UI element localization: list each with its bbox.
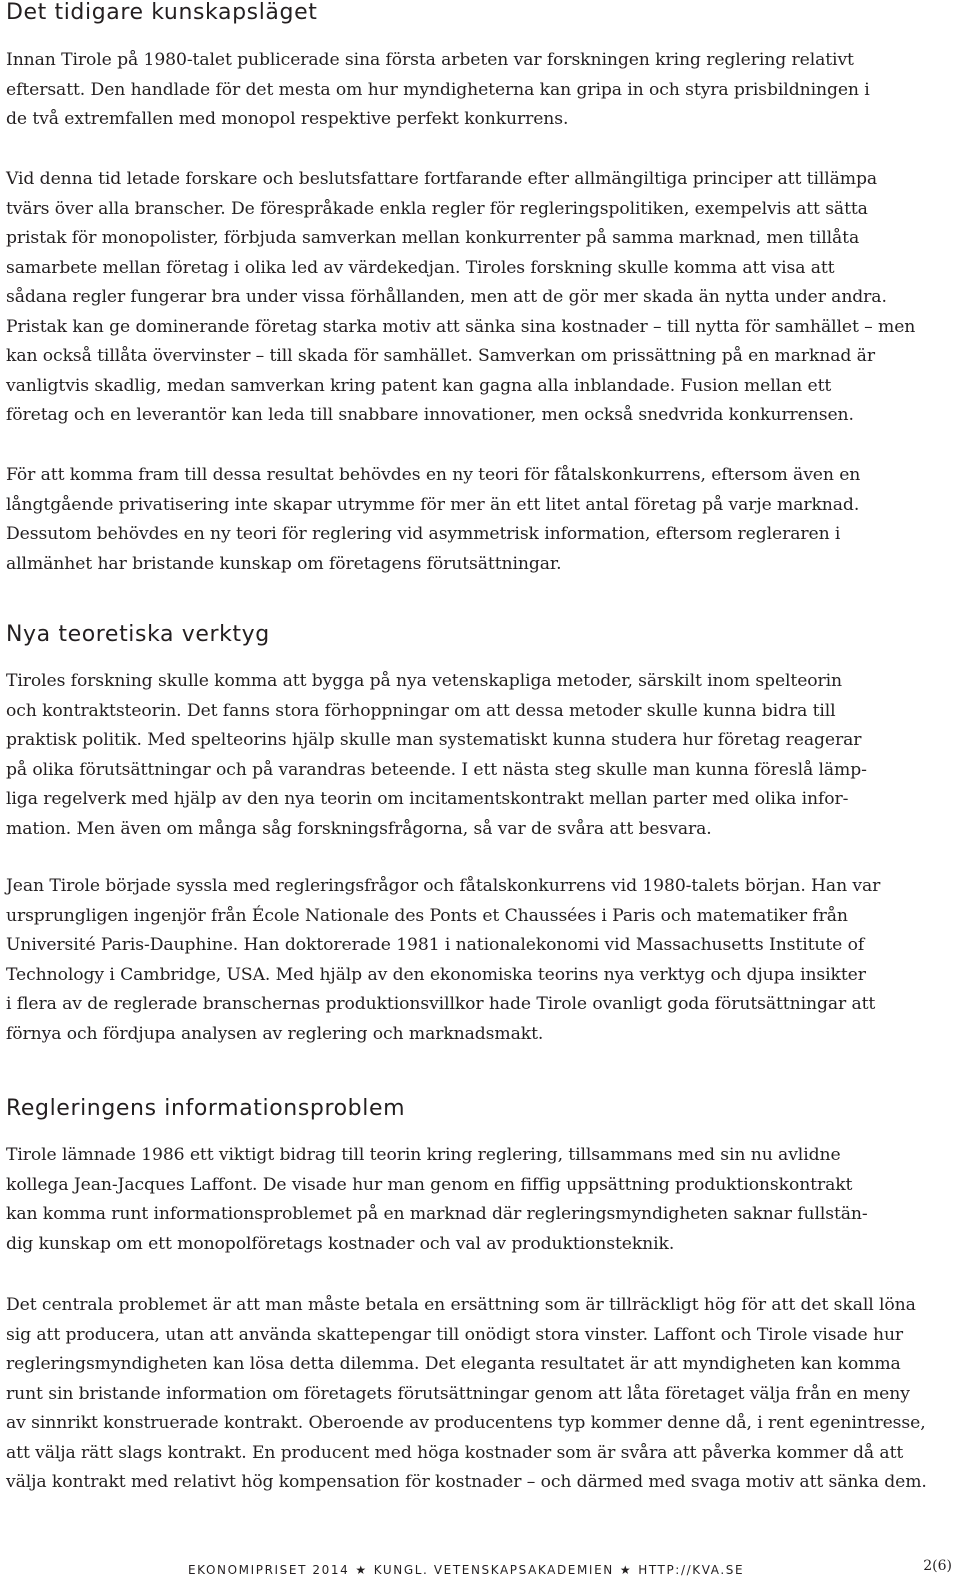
text-line: Jean Tirole började syssla med regleringsfrågor och fåtalskonkurrens vid 1980-talets början. Han var [6,876,881,896]
page-footer [188,1563,744,1577]
page-number: 2(6) [923,1558,952,1574]
text-line: pristak för monopolister, förbjuda samverkan mellan konkurrenter på samma marknad, men tillåta [6,228,860,248]
text-line: liga regelverk med hjälp av den nya teorin om incitamentskontrakt mellan parter med olika infor- [6,789,849,809]
section-heading-kunskapslaget: Det tidigare kunskapsläget [6,0,318,25]
text-line: sådana regler fungerar bra under vissa förhållanden, men att de gör mer skada än nytta under andra. [6,287,887,307]
paragraph-7 [6,1291,926,1498]
text-line: och kontraktsteorin. Det fanns stora förhoppningar om att dessa metoder skulle kunna bidra till [6,700,836,721]
text-line: Vid denna tid letade forskare och beslutsfattare fortfarande efter allmängiltiga principer att tillämpa [6,169,878,189]
footer-prize-name: EKONOMIPRISET 2014 [188,1563,350,1577]
text-line: Technology i Cambridge, USA. Med hjälp av den ekonomiska teorins nya verktyg och djupa insikter [6,964,866,985]
text-line: ursprungligen ingenjör från École Nationale des Ponts et Chaussées i Paris och matematiker från [6,905,848,926]
text-line: av sinnrikt konstruerade kontrakt. Oberoende av producentens typ kommer denne då, i rent egenintresse, [6,1413,926,1433]
text-line: Tiroles forskning skulle komma att bygga på nya vetenskapliga metoder, särskilt inom spelteorin [6,671,843,691]
text-line: För att komma fram till dessa resultat behövdes en ny teori för fåtalskonkurrens, eftersom även en [6,465,861,485]
section-heading-informationsproblem: Regleringens informationsproblem [6,1096,406,1121]
text-line: kollega Jean-Jacques Laffont. De visade hur man genom en fiffig uppsättning produktionskontrakt [6,1174,853,1195]
text-line: allmänhet har bristande kunskap om företagens förutsättningar. [6,553,562,574]
text-line: välja kontrakt med relativt hög kompensation för kostnader – och därmed med svaga motiv att sänka dem. [6,1472,927,1492]
paragraph-4 [6,667,926,844]
text-line: Det centrala problemet är att man måste betala en ersättning som är tillräckligt hög för att det skall löna [6,1295,916,1315]
text-line: företag och en leverantör kan leda till snabbare innovationer, men också snedvrida konkurrensen. [6,405,854,425]
paragraph-2 [6,165,926,431]
footer-website-link[interactable]: HTTP://KVA.SE [638,1563,745,1577]
paragraph-1 [6,46,926,135]
text-line: mation. Men även om många såg forskningsfrågorna, så var de svåra att besvara. [6,818,712,839]
text-line: Tirole lämnade 1986 ett viktigt bidrag till teorin kring reglering, tillsammans med sin nu avlidne [6,1145,841,1165]
text-line: Innan Tirole på 1980-talet publicerade sina första arbeten var forskningen kring reglering relativt [6,50,854,70]
text-line: kan också tillåta övervinster – till skada för samhället. Samverkan om prissättning på en marknad är [6,346,875,366]
text-line: tvärs över alla branscher. De förespråkade enkla regler för regleringspolitiken, exempelvis att sätta [6,198,868,219]
text-line: Pristak kan ge dominerande företag starka motiv att sänka sina kostnader – till nytta för samhället – men [6,316,916,337]
text-line: Dessutom behövdes en ny teori för reglering vid asymmetrisk information, eftersom regleraren i [6,524,841,544]
text-line: sig att producera, utan att använda skattepengar till onödigt stora vinster. Laffont och Tirole visade hur [6,1324,904,1345]
text-line: förnya och fördjupa analysen av reglering och marknadsmakt. [6,1023,544,1044]
footer-academy-name: KUNGL. VETENSKAPSAKADEMIEN [373,1563,614,1577]
text-line: de två extremfallen med monopol respektive perfekt konkurrens. [6,109,569,129]
paragraph-6 [6,1141,926,1259]
text-line: dig kunskap om ett monopolföretags kostnader och val av produktionsteknik. [6,1233,675,1254]
text-line: samarbete mellan företag i olika led av värdekedjan. Tiroles forskning skulle komma att visa att [6,257,835,278]
text-line: Université Paris-Dauphine. Han doktorerade 1981 i nationalekonomi vid Massachusetts Institute of [6,935,865,955]
section-heading-verktyg: Nya teoretiska verktyg [6,622,270,647]
text-line: i flera av de reglerade branschernas produktionsvillkor hade Tirole ovanligt goda förutsättningar att [6,994,876,1014]
text-line: att välja rätt slags kontrakt. En producent med höga kostnader som är svåra att påverka kommer då att [6,1442,904,1463]
star-icon: ★ [355,1563,368,1577]
text-line: vanligtvis skadlig, medan samverkan kring patent kan gagna alla inblandade. Fusion mellan ett [6,375,832,396]
text-line: regleringsmyndigheten kan lösa detta dilemma. Det eleganta resultatet är att myndigheten kan komma [6,1354,901,1374]
text-line: långtgående privatisering inte skapar utrymme för mer än ett litet antal företag på varje marknad. [6,494,860,515]
paragraph-3 [6,461,926,579]
text-line: runt sin bristande information om företagets förutsättningar genom att låta företaget välja från en meny [6,1383,910,1404]
text-line: kan komma runt informationsproblemet på en marknad där regleringsmyndigheten saknar fullstän- [6,1204,868,1224]
text-line: eftersatt. Den handlade för det mesta om hur myndigheterna kan gripa in och styra prisbildningen i [6,79,870,100]
text-line: på olika förutsättningar och på varandras beteende. I ett nästa steg skulle man kunna föreslå lämp- [6,759,867,780]
text-line: praktisk politik. Med spelteorins hjälp skulle man systematiskt kunna studera hur företag reagerar [6,730,862,750]
star-icon: ★ [619,1563,633,1577]
paragraph-5 [6,872,926,1049]
